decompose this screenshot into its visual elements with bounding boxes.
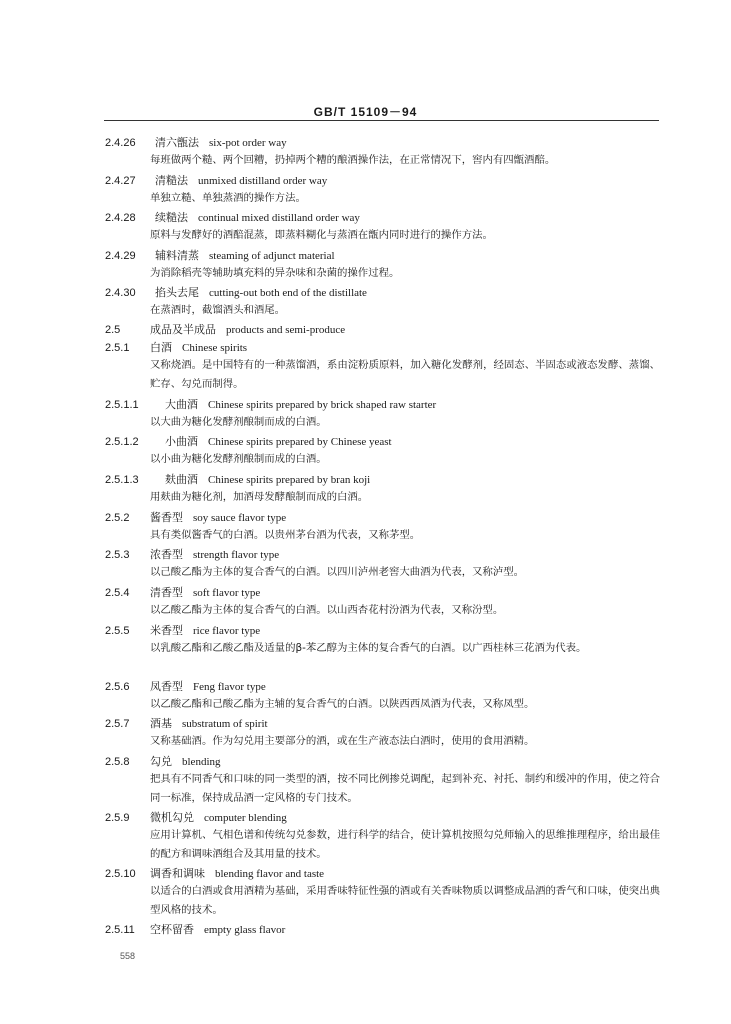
- term-heading: [105, 867, 324, 881]
- term-english: soy sauce flavor type: [193, 512, 287, 524]
- term-chinese: 微机勾兑: [150, 811, 194, 824]
- clause-number: 2.4.26: [105, 137, 136, 149]
- term-english: steaming of adjunct material: [209, 250, 335, 262]
- term-english: rice flavor type: [193, 625, 261, 637]
- term-english: unmixed distilland order way: [198, 175, 328, 187]
- term-definition: 以乙酸乙酯和己酸乙酯为主辅的复合香气的白酒。以陕西西凤酒为代表，又称凤型。: [150, 698, 535, 710]
- term-chinese: 成品及半成品: [150, 323, 216, 336]
- term-heading: [105, 174, 327, 188]
- term-english: continual mixed distilland order way: [198, 212, 360, 224]
- term-chinese: 掐头去尾: [155, 286, 199, 299]
- term-definition: 以小曲为糖化发酵剂酿制而成的白酒。: [150, 453, 327, 465]
- term-chinese: 白酒: [150, 341, 172, 354]
- term-english: strength flavor type: [193, 549, 280, 561]
- term-definition: 又称基础酒。作为勾兑用主要部分的酒，或在生产液态法白酒时，使用的食用酒精。: [150, 735, 535, 747]
- term-heading: [105, 398, 436, 412]
- term-chinese: 酱香型: [150, 511, 183, 524]
- clause-number: 2.5.9: [105, 812, 130, 824]
- section-heading: [105, 323, 345, 337]
- term-chinese: 浓香型: [150, 548, 183, 561]
- term-chinese: 大曲酒: [165, 398, 198, 411]
- term-definition: 具有类似酱香气的白酒。以贵州茅台酒为代表，又称茅型。: [150, 529, 421, 541]
- term-definition: 以己酸乙酯为主体的复合香气的白酒。以四川泸州老窖大曲酒为代表，又称泸型。: [150, 566, 525, 578]
- term-definition: 应用计算机、气相色谱和传统勾兑参数，进行科学的结合，使计算机按照勾兑师输入的思维推理程序，给出最佳的配方和调味酒组合及其用量的技术。: [150, 829, 660, 860]
- term-chinese: 米香型: [150, 624, 183, 637]
- term-definition: 为消除稻壳等辅助填充料的异杂味和杂菌的操作过程。: [150, 267, 400, 279]
- term-chinese: 清六甑法: [155, 136, 199, 149]
- term-english: products and semi-produce: [226, 324, 346, 336]
- clause-number: 2.5.1.1: [105, 399, 139, 411]
- clause-number: 2.5.7: [105, 718, 130, 730]
- term-english: Feng flavor type: [193, 681, 266, 693]
- term-chinese: 续糙法: [155, 211, 188, 224]
- term-chinese: 麸曲酒: [165, 473, 198, 486]
- term-definition: 以乙酸乙酯为主体的复合香气的白酒。以山西杏花村汾酒为代表，又称汾型。: [150, 604, 504, 616]
- term-english: soft flavor type: [193, 587, 261, 599]
- clause-number: 2.5.1.2: [105, 436, 139, 448]
- term-heading: [105, 923, 285, 937]
- term-english: empty glass flavor: [204, 924, 286, 936]
- clause-number: 2.4.28: [105, 212, 136, 224]
- clause-number: 2.4.29: [105, 250, 136, 262]
- clause-number: 2.5.8: [105, 756, 130, 768]
- term-english: computer blending: [204, 812, 287, 824]
- term-definition: 以乳酸乙酯和乙酸乙酯及适量的β-苯乙醇为主体的复合香气的白酒。以广西桂林三花酒为代表。: [150, 642, 587, 654]
- term-definition: 用麸曲为糖化剂，加酒母发酵酿制而成的白酒。: [150, 491, 369, 503]
- term-english: Chinese spirits prepared by bran koji: [208, 474, 371, 486]
- term-english: blending flavor and taste: [215, 868, 325, 880]
- term-heading: [105, 586, 260, 600]
- term-heading: [105, 341, 247, 355]
- term-definition: 以大曲为糖化发酵剂酿制而成的白酒。: [150, 416, 327, 428]
- term-chinese: 凤香型: [150, 680, 183, 693]
- term-chinese: 勾兑: [150, 755, 172, 768]
- clause-number: 2.5.10: [105, 868, 136, 880]
- clause-number: 2.4.27: [105, 175, 136, 187]
- term-heading: [105, 717, 268, 731]
- clause-number: 2.5.1.3: [105, 474, 139, 486]
- term-definition: 原料与发酵好的酒醅混蒸，即蒸料糊化与蒸酒在甑内同时进行的操作方法。: [150, 229, 493, 241]
- term-english: Chinese spirits: [182, 342, 248, 354]
- term-chinese: 酒基: [150, 717, 172, 730]
- term-definition: 在蒸酒时，截馏酒头和酒尾。: [150, 304, 286, 316]
- term-chinese: 调香和调味: [150, 867, 205, 880]
- term-english: Chinese spirits prepared by Chinese yeast: [208, 436, 392, 448]
- term-english: cutting-out both end of the distillate: [209, 287, 367, 299]
- term-english: substratum of spirit: [182, 718, 268, 730]
- clause-number: 2.5: [105, 324, 121, 336]
- clause-number: 2.4.30: [105, 287, 136, 299]
- clause-number: 2.5.3: [105, 549, 130, 561]
- term-heading: [105, 624, 260, 638]
- clause-number: 2.5.2: [105, 512, 130, 524]
- term-chinese: 清香型: [150, 586, 183, 599]
- term-english: blending: [182, 756, 221, 768]
- term-definition: 又称烧酒。是中国特有的一种蒸馏酒，系由淀粉质原料，加入糖化发酵剂，经固态、半固态或液态发酵、蒸馏、贮存、勾兑而制得。: [150, 359, 660, 390]
- term-heading: [105, 211, 360, 225]
- term-heading: [105, 811, 287, 825]
- standard-number-header: GB/T 15109－94: [313, 105, 418, 119]
- term-definition: 每班做两个糙、两个回糟，扔掉两个糟的酿酒操作法，在正常情况下，窖内有四甑酒醅。: [150, 154, 556, 166]
- page-number: 558: [120, 951, 136, 961]
- term-heading: [105, 511, 286, 525]
- term-heading: [105, 680, 266, 694]
- term-definition: 单独立糙、单独蒸酒的操作方法。: [150, 192, 306, 204]
- header-rule: [104, 120, 659, 121]
- term-heading: [105, 435, 392, 449]
- term-heading: [105, 755, 221, 769]
- clause-number: 2.5.11: [105, 924, 135, 936]
- term-english: six-pot order way: [209, 137, 287, 149]
- term-english: Chinese spirits prepared by brick shaped raw starter: [208, 399, 437, 411]
- clause-number: 2.5.4: [105, 587, 130, 599]
- term-chinese: 清糙法: [155, 174, 188, 187]
- clause-number: 2.5.1: [105, 342, 130, 354]
- term-definition: 把具有不同香气和口味的同一类型的酒，按不同比例掺兑调配，起到补充、衬托、制约和缓冲的作用，使之符合同一标准，保持成品酒一定风格的专门技术。: [150, 773, 660, 804]
- clause-number: 2.5.6: [105, 681, 130, 693]
- term-heading: [105, 136, 287, 150]
- term-chinese: 辅料清蒸: [155, 249, 199, 262]
- term-heading: [105, 249, 335, 263]
- term-heading: [105, 548, 279, 562]
- clause-number: 2.5.5: [105, 625, 130, 637]
- term-chinese: 空杯留香: [150, 923, 194, 936]
- term-heading: [105, 473, 370, 487]
- term-definition: 以适合的白酒或食用酒精为基础，采用香味特征性强的酒或有关香味物质以调整成品酒的香气和口味，使突出典型风格的技术。: [150, 885, 660, 916]
- term-heading: [105, 286, 367, 300]
- term-chinese: 小曲酒: [165, 435, 198, 448]
